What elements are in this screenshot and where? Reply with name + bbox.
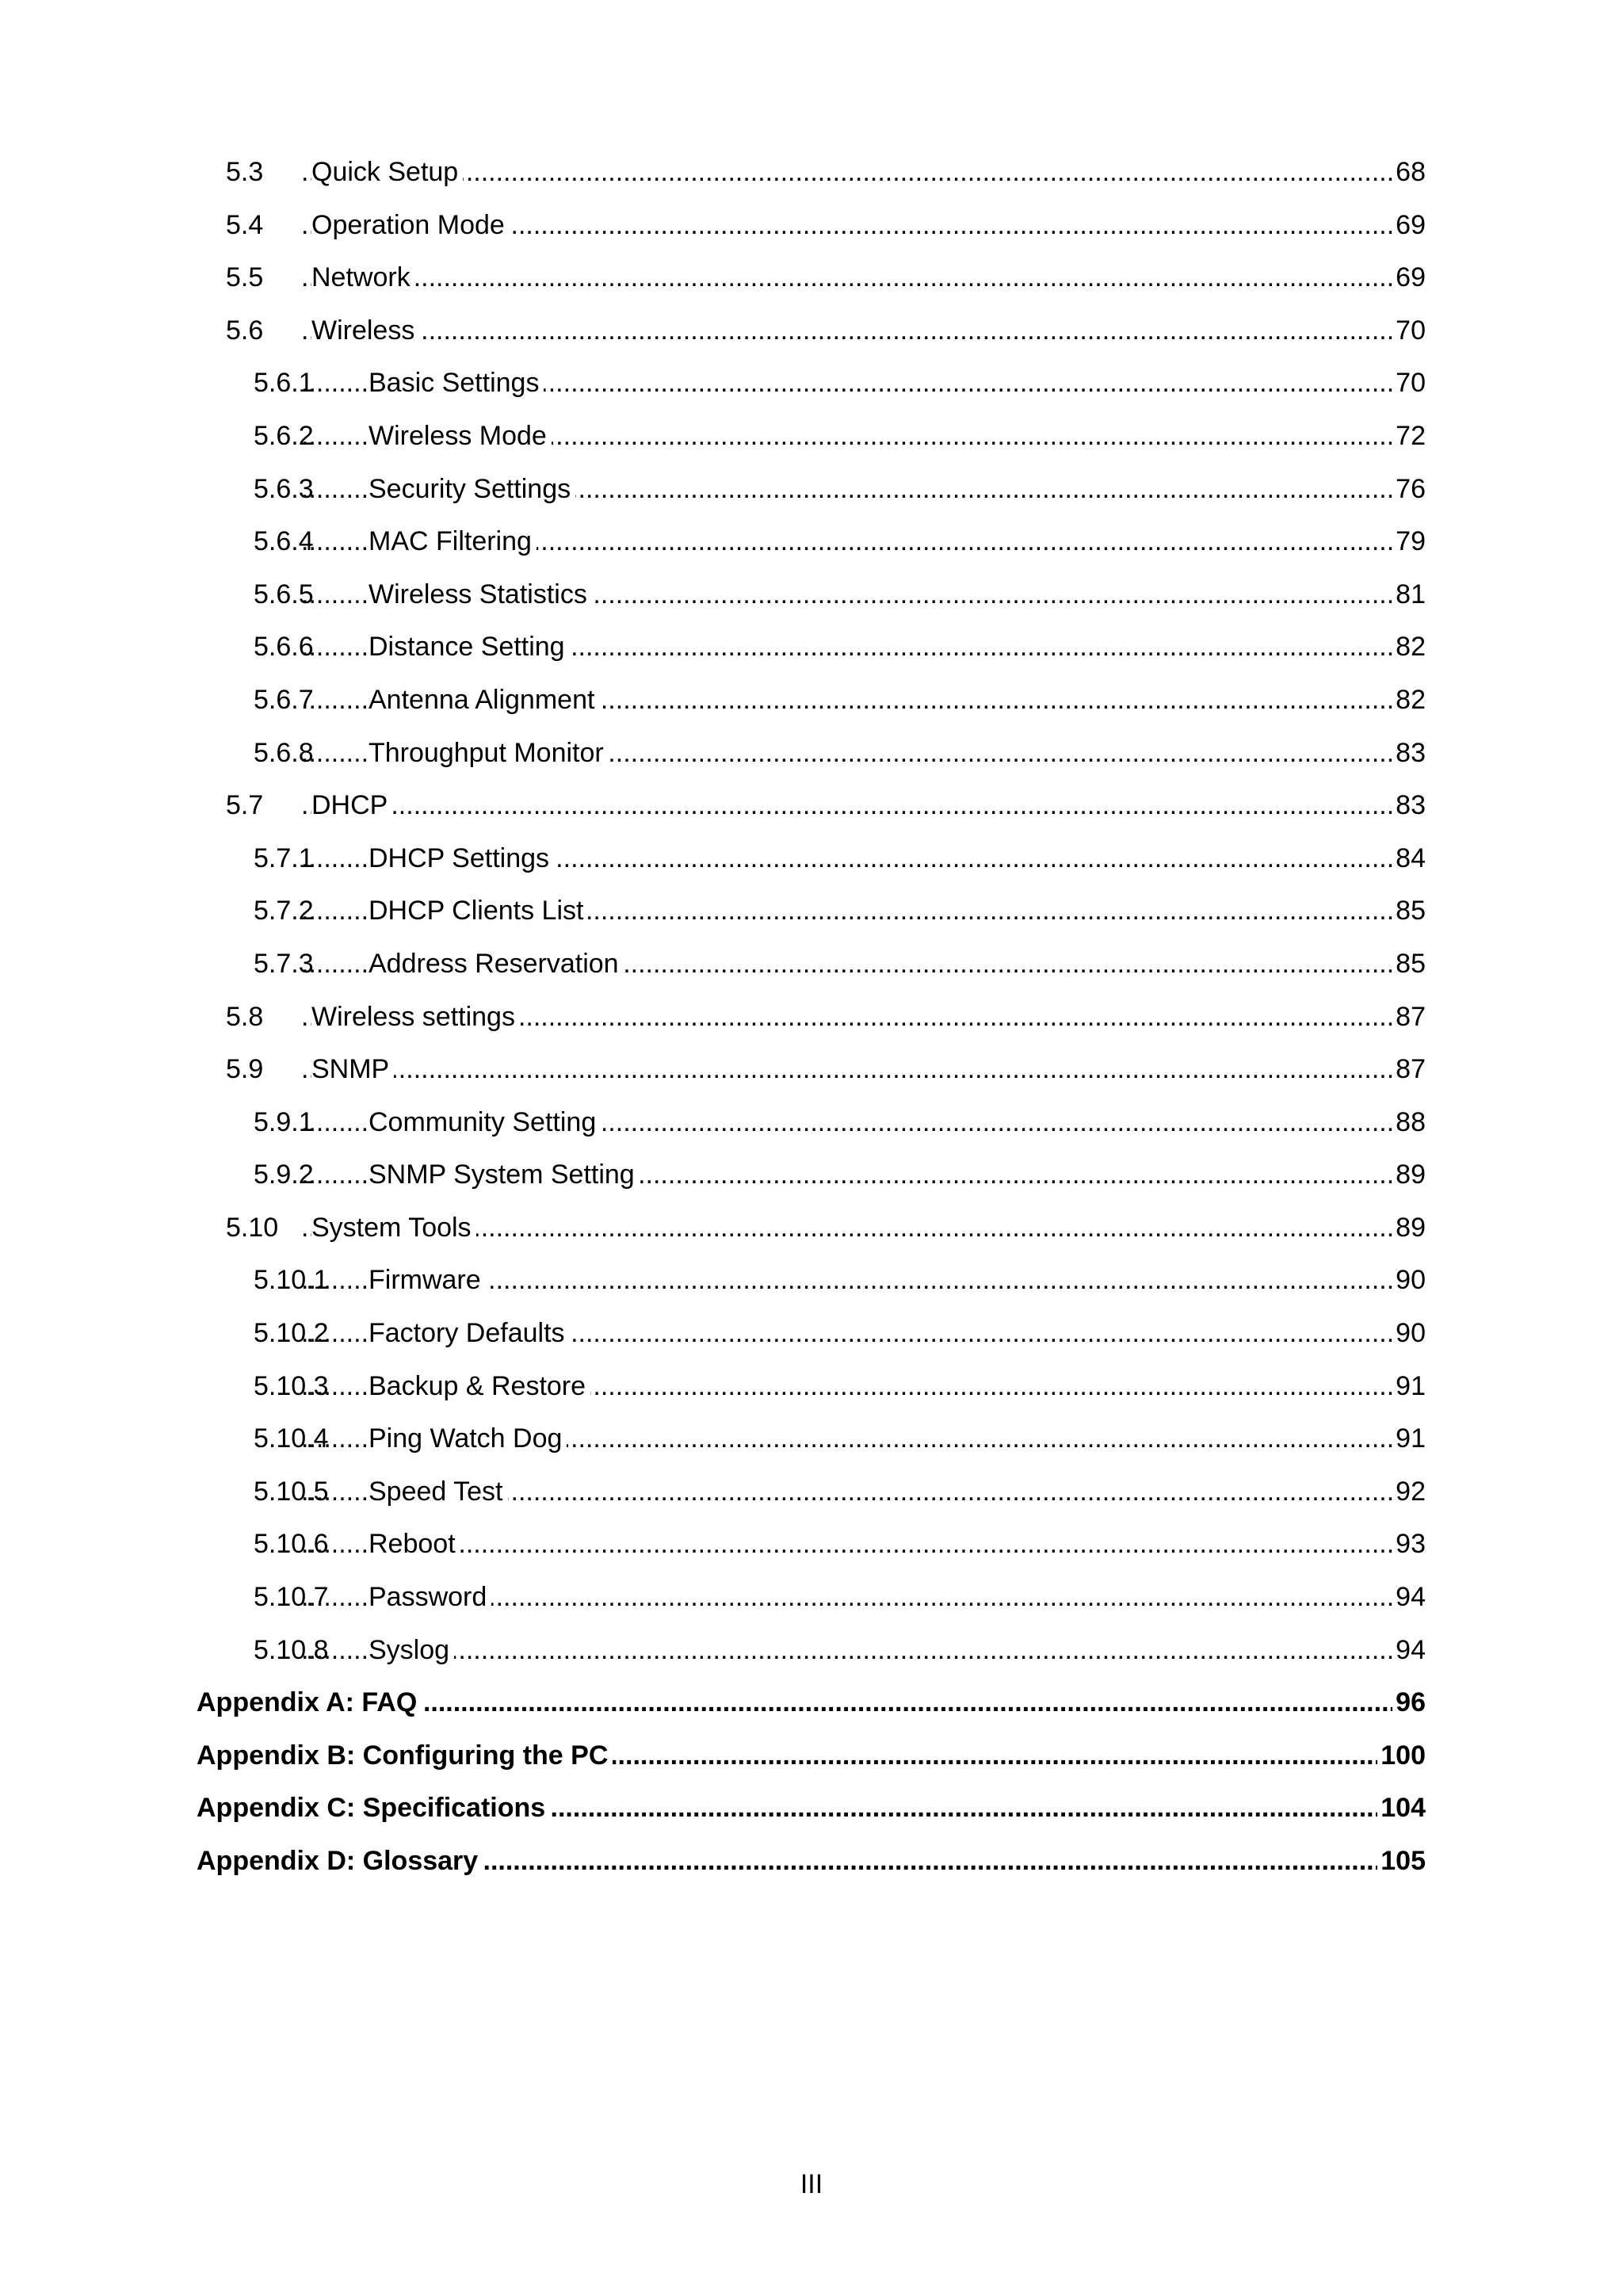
toc-entry-page-number: 69 [1392, 256, 1426, 299]
toc-entry[interactable] [0, 1365, 1623, 1418]
toc-entry-title: Reboot [369, 1522, 460, 1565]
toc-entry-number: 5.10.7 [254, 1582, 329, 1613]
toc-entry-title: Password [369, 1576, 491, 1618]
toc-entry-number: 5.6.8 [254, 737, 314, 768]
toc-entry-number: 5.7 [226, 790, 264, 821]
toc-entry[interactable] [0, 837, 1623, 890]
toc-entry-title: Appendix D: Glossary [197, 1839, 483, 1882]
toc-entry-number: 5.7.1 [254, 842, 314, 873]
toc-entry[interactable] [0, 625, 1623, 678]
toc-entry-page-number: 89 [1392, 1206, 1426, 1249]
toc-entry-page-number: 70 [1392, 361, 1426, 404]
toc-entry-page-number: 91 [1392, 1417, 1426, 1460]
toc-entry[interactable] [0, 1312, 1623, 1365]
toc-entry[interactable] [0, 204, 1623, 257]
toc-entry-page-number: 68 [1392, 151, 1426, 193]
toc-entry-number: 5.8 [226, 1001, 264, 1032]
toc-entry-number: 5.6 [226, 315, 264, 346]
toc-entry-number: 5.6.4 [254, 526, 314, 557]
toc-entry[interactable] [0, 1153, 1623, 1206]
toc-entry-page-number: 72 [1392, 415, 1426, 457]
toc-entry-title: SNMP System Setting [369, 1153, 640, 1196]
toc-entry[interactable] [0, 942, 1623, 995]
toc-entry-number: 5.6.2 [254, 420, 314, 451]
toc-entry[interactable] [0, 1629, 1623, 1682]
toc-entry[interactable] [0, 1417, 1623, 1470]
toc-entry-title: Backup & Restore [369, 1365, 590, 1408]
toc-entry-page-number: 81 [1392, 573, 1426, 616]
toc-entry-title: Throughput Monitor [369, 732, 609, 774]
toc-dot-leader [301, 1629, 1423, 1671]
toc-entry-page-number: 89 [1392, 1153, 1426, 1196]
toc-entry-number: 5.6.3 [254, 473, 314, 504]
toc-entry-page-number: 82 [1392, 678, 1426, 721]
toc-entry-page-number: 90 [1392, 1312, 1426, 1354]
toc-entry-title: Security Settings [369, 468, 575, 510]
toc-entry-title: MAC Filtering [369, 520, 537, 563]
toc-entry-number: 5.10.3 [254, 1370, 329, 1401]
toc-entry-number: 5.10.5 [254, 1476, 329, 1507]
toc-entry[interactable] [0, 732, 1623, 785]
toc-entry-page-number: 88 [1392, 1101, 1426, 1144]
toc-entry-page-number: 105 [1377, 1839, 1426, 1882]
toc-entry-title: Ping Watch Dog [369, 1417, 567, 1460]
toc-entry[interactable] [0, 573, 1623, 626]
toc-entry[interactable] [0, 995, 1623, 1049]
toc-entry-number: 5.10.2 [254, 1318, 329, 1349]
toc-entry-title: Factory Defaults [369, 1312, 570, 1354]
toc-entry-page-number: 90 [1392, 1259, 1426, 1301]
toc-entry-number: 5.6.7 [254, 684, 314, 715]
toc-entry[interactable] [0, 1522, 1623, 1576]
toc-entry-title: Appendix B: Configuring the PC [197, 1734, 613, 1777]
toc-entry[interactable] [0, 784, 1623, 837]
toc-dot-leader [301, 256, 1423, 299]
toc-entry-page-number: 83 [1392, 732, 1426, 774]
toc-entry-number: 5.9.2 [254, 1159, 314, 1190]
toc-entry[interactable] [0, 151, 1623, 204]
toc-appendix-entry[interactable] [0, 1786, 1623, 1839]
toc-entry[interactable] [0, 468, 1623, 521]
toc-dot-leader [301, 309, 1423, 352]
toc-entry-title: Distance Setting [369, 625, 570, 668]
toc-entry-page-number: 79 [1392, 520, 1426, 563]
toc-entry[interactable] [0, 889, 1623, 942]
toc-entry-number: 5.6.5 [254, 579, 314, 609]
toc-entry-number: 5.10.1 [254, 1265, 329, 1296]
toc-appendix-entry[interactable] [0, 1734, 1623, 1787]
toc-entry-page-number: 96 [1392, 1681, 1426, 1724]
toc-entry-title: Firmware [369, 1259, 486, 1301]
toc-entry-page-number: 87 [1392, 1048, 1426, 1091]
toc-entry[interactable] [0, 1206, 1623, 1259]
toc-entry[interactable] [0, 361, 1623, 415]
toc-entry-number: 5.3 [226, 157, 264, 187]
toc-entry-number: 5.9.1 [254, 1106, 314, 1137]
toc-entry-number: 5.9 [226, 1054, 264, 1085]
toc-entry-page-number: 69 [1392, 204, 1426, 246]
toc-entry-title: Operation Mode [311, 204, 510, 246]
toc-entry-page-number: 85 [1392, 942, 1426, 985]
toc-entry[interactable] [0, 1048, 1623, 1101]
toc-entry-page-number: 91 [1392, 1365, 1426, 1408]
toc-entry-page-number: 82 [1392, 625, 1426, 668]
toc-entry-title: Appendix C: Specifications [197, 1786, 550, 1829]
toc-entry-page-number: 92 [1392, 1470, 1426, 1513]
toc-entry-title: Network [311, 256, 415, 299]
toc-entry[interactable] [0, 678, 1623, 732]
toc-entry-title: Community Setting [369, 1101, 601, 1144]
toc-entry-title: Speed Test [369, 1470, 508, 1513]
toc-entry[interactable] [0, 520, 1623, 573]
toc-entry-number: 5.10.6 [254, 1529, 329, 1560]
toc-entry-title: Appendix A: FAQ [197, 1681, 422, 1724]
toc-entry-page-number: 94 [1392, 1629, 1426, 1671]
table-of-contents [0, 151, 1623, 1893]
toc-entry-title: SNMP [311, 1048, 394, 1091]
toc-dot-leader [301, 1522, 1423, 1565]
toc-entry-title: Syslog [369, 1629, 454, 1671]
toc-entry[interactable] [0, 1470, 1623, 1523]
toc-entry-number: 5.7.3 [254, 948, 314, 979]
toc-entry-title: Wireless [311, 309, 419, 352]
toc-entry-title: Address Reservation [369, 942, 624, 985]
toc-entry-page-number: 83 [1392, 784, 1426, 827]
toc-entry-number: 5.5 [226, 262, 264, 293]
toc-entry[interactable] [0, 1576, 1623, 1629]
toc-entry-title: Wireless Mode [369, 415, 552, 457]
toc-entry[interactable] [0, 256, 1623, 309]
toc-entry-number: 5.10.8 [254, 1634, 329, 1665]
toc-appendix-entry[interactable] [0, 1681, 1623, 1734]
toc-entry-page-number: 104 [1377, 1786, 1426, 1829]
toc-entry[interactable] [0, 1259, 1623, 1312]
toc-entry-title: DHCP [311, 784, 392, 827]
toc-entry-title: DHCP Settings [369, 837, 554, 880]
toc-entry-page-number: 84 [1392, 837, 1426, 880]
toc-entry-title: Wireless Statistics [369, 573, 592, 616]
toc-dot-leader [301, 1048, 1423, 1091]
toc-entry-page-number: 94 [1392, 1576, 1426, 1618]
toc-entry-page-number: 87 [1392, 995, 1426, 1038]
toc-entry-page-number: 85 [1392, 889, 1426, 932]
toc-entry-number: 5.7.2 [254, 896, 314, 926]
toc-entry-number: 5.4 [226, 209, 264, 240]
toc-entry-title: DHCP Clients List [369, 889, 588, 932]
toc-entry-title: System Tools [311, 1206, 476, 1249]
toc-entry-page-number: 100 [1377, 1734, 1426, 1777]
toc-entry[interactable] [0, 1101, 1623, 1154]
toc-dot-leader [301, 784, 1423, 827]
toc-appendix-entry[interactable] [0, 1839, 1623, 1893]
toc-entry-number: 5.10.4 [254, 1423, 329, 1454]
toc-entry-title: Wireless settings [311, 995, 520, 1038]
toc-entry-title: Quick Setup [311, 151, 463, 193]
toc-entry-page-number: 93 [1392, 1522, 1426, 1565]
page-number: III [800, 2169, 823, 2199]
toc-entry-page-number: 70 [1392, 309, 1426, 352]
toc-entry-title: Antenna Alignment [369, 678, 599, 721]
toc-dot-leader [301, 151, 1423, 193]
toc-entry-number: 5.6.6 [254, 632, 314, 663]
toc-entry-page-number: 76 [1392, 468, 1426, 510]
toc-entry-number: 5.6.1 [254, 368, 314, 399]
toc-entry-number: 5.10 [226, 1212, 279, 1243]
toc-entry[interactable] [0, 415, 1623, 468]
toc-entry-title: Basic Settings [369, 361, 544, 404]
toc-entry[interactable] [0, 309, 1623, 362]
